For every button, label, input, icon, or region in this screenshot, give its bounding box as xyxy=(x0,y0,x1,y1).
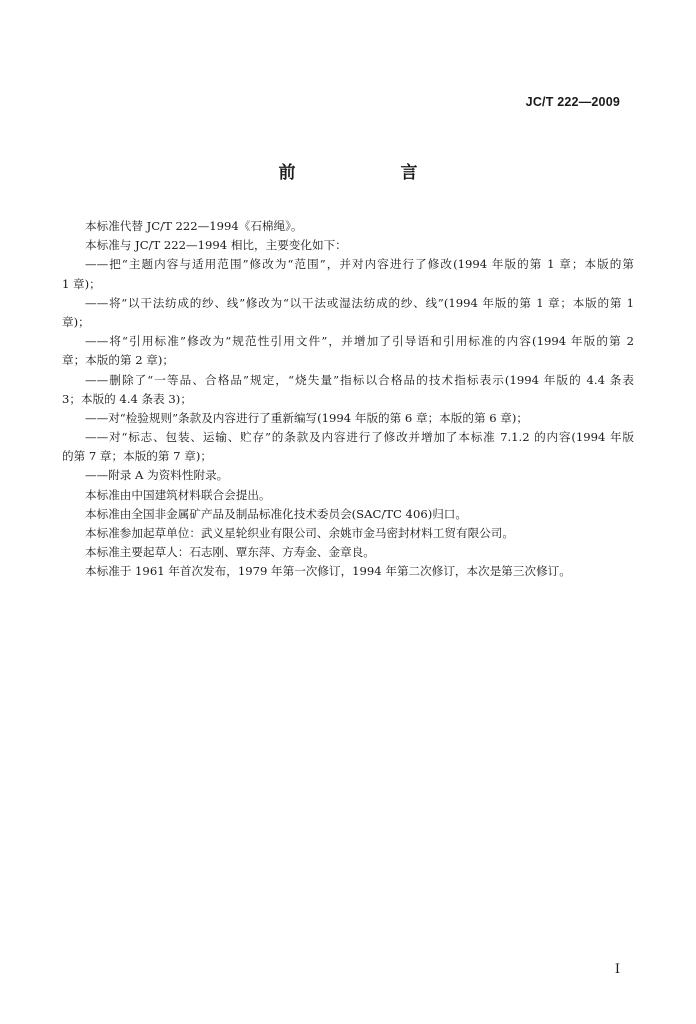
paragraph-line: 章；本版的第 2 章)； xyxy=(62,353,175,368)
paragraph-line: 章)； xyxy=(62,314,90,329)
paragraph-line: ——将“引用标准”修改为“规范性引用文件”，并增加了引导语和引用标准的内容(1994 年版的第 2 xyxy=(85,334,634,349)
paragraph-line: 本标准于 1961 年首次发布，1979 年第一次修订，1994 年第二次修订，本次是第三次修订。 xyxy=(85,564,571,579)
foreword-body xyxy=(62,217,634,582)
paragraph-line: 本标准参加起草单位：武义星轮织业有限公司、余姚市金马密封材料工贸有限公司。 xyxy=(85,526,514,540)
paragraph-line: 本标准与 JC/T 222—1994 相比，主要变化如下： xyxy=(85,238,347,253)
paragraph-line: 本标准主要起草人：石志刚、覃东萍、方寿金、金章良。 xyxy=(85,545,375,560)
paragraph-line: ——把“主题内容与适用范围”修改为“范围”，并对内容进行了修改(1994 年版的第 1 章；本版的第 xyxy=(85,257,634,272)
paragraph-line: 本标准由中国建筑材料联合会提出。 xyxy=(85,487,271,502)
paragraph-line: 3；本版的 4.4 条表 3)； xyxy=(62,391,192,406)
paragraph-line: ——删除了“一等品、合格品”规定，“烧失量”指标以合格品的技术指标表示(1994 年版的 4.4 条表 xyxy=(85,372,634,387)
paragraph-line: 1 章)； xyxy=(62,276,101,291)
paragraph-line: 本标准由全国非金属矿产品及制品标准化技术委员会(SAC/TC 406)归口。 xyxy=(85,506,467,521)
page-title: 前 言 xyxy=(278,163,462,183)
standard-code: JC/T 222—2009 xyxy=(525,95,620,109)
paragraph-line: 本标准代替 JC/T 222—1994《石棉绳》。 xyxy=(85,219,303,233)
paragraph-line: ——对“标志、包装、运输、贮存”的条款及内容进行了修改并增加了本标准 7.1.2 的内容(1994 年版 xyxy=(85,430,634,445)
paragraph-line: ——附录 A 为资料性附录。 xyxy=(85,468,229,483)
paragraph-line: 的第 7 章；本版的第 7 章)； xyxy=(62,449,212,464)
paragraph-line: ——对“检验规则”条款及内容进行了重新编写(1994 年版的第 6 章；本版的第 6 章)； xyxy=(85,410,528,425)
paragraph-line: ——将“以干法纺成的纱、线”修改为“以干法或湿法纺成的纱、线”(1994 年版的第 1 章；本版的第 1 xyxy=(85,295,634,310)
page-number: I xyxy=(614,962,620,977)
